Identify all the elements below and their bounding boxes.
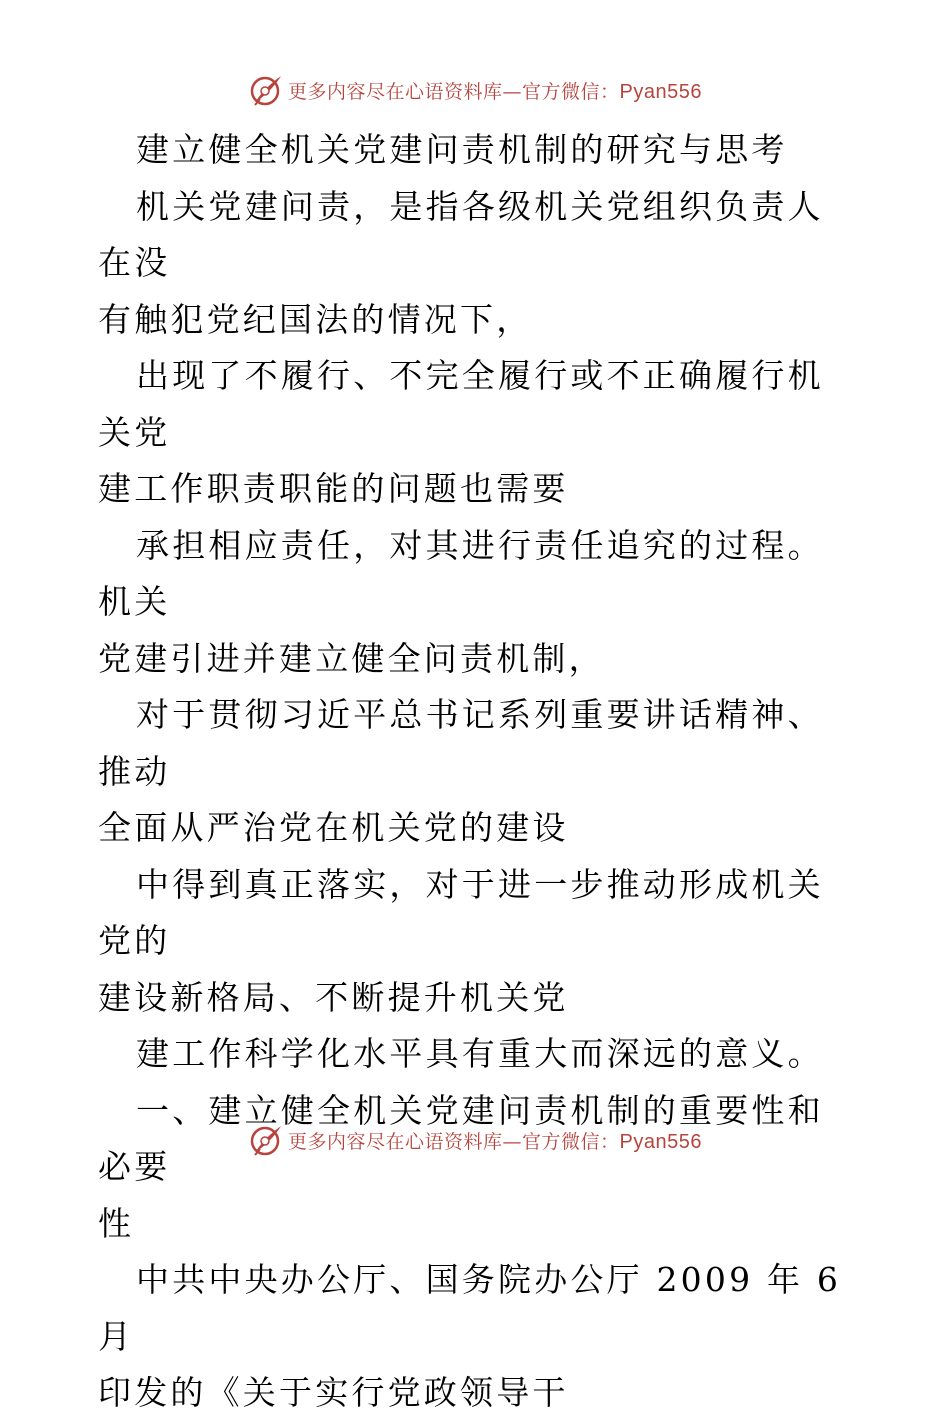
doc-line: 性 bbox=[98, 1203, 135, 1243]
doc-line: 中得到真正落实，对于进一步推动形成机关党的 bbox=[98, 864, 824, 960]
doc-line: 建设新格局、不断提升机关党 bbox=[98, 977, 569, 1017]
doc-line: 印发的《关于实行党政领导干 bbox=[98, 1373, 569, 1412]
doc-line: 对于贯彻习近平总书记系列重要讲话精神、推动 bbox=[98, 695, 824, 791]
doc-line: 党建引进并建立健全问责机制， bbox=[98, 638, 605, 678]
doc-line: 出现了不履行、不完全履行或不正确履行机关党 bbox=[98, 356, 824, 452]
doc-line: 一、建立健全机关党建问责机制的重要性和必要 bbox=[98, 1090, 824, 1186]
watermark-header bbox=[0, 70, 950, 110]
watermark-text: 更多内容尽在心语资料库—官方微信：Pyan556 bbox=[288, 80, 702, 103]
doc-line: 机关党建问责，是指各级机关党组织负责人在没 bbox=[98, 186, 824, 282]
feather-pen-logo-icon bbox=[248, 1122, 284, 1158]
watermark-text: 更多内容尽在心语资料库—官方微信：Pyan556 bbox=[288, 1130, 702, 1153]
doc-line: 承担相应责任，对其进行责任追究的过程。机关 bbox=[98, 525, 824, 621]
doc-line: 有触犯党纪国法的情况下， bbox=[98, 299, 533, 339]
doc-line: 中共中央办公厅、国务院办公厅 2009 年 6 月 bbox=[98, 1260, 842, 1356]
watermark-footer bbox=[0, 1120, 950, 1160]
document-body bbox=[98, 122, 850, 1422]
doc-line: 建工作科学化水平具有重大而深远的意义。 bbox=[136, 1034, 824, 1073]
doc-line: 全面从严治党在机关党的建设 bbox=[98, 808, 569, 847]
doc-line: 建立健全机关党建问责机制的研究与思考 bbox=[136, 130, 788, 169]
doc-line: 建工作职责职能的问题也需要 bbox=[98, 469, 569, 508]
feather-pen-logo-icon bbox=[248, 72, 284, 108]
